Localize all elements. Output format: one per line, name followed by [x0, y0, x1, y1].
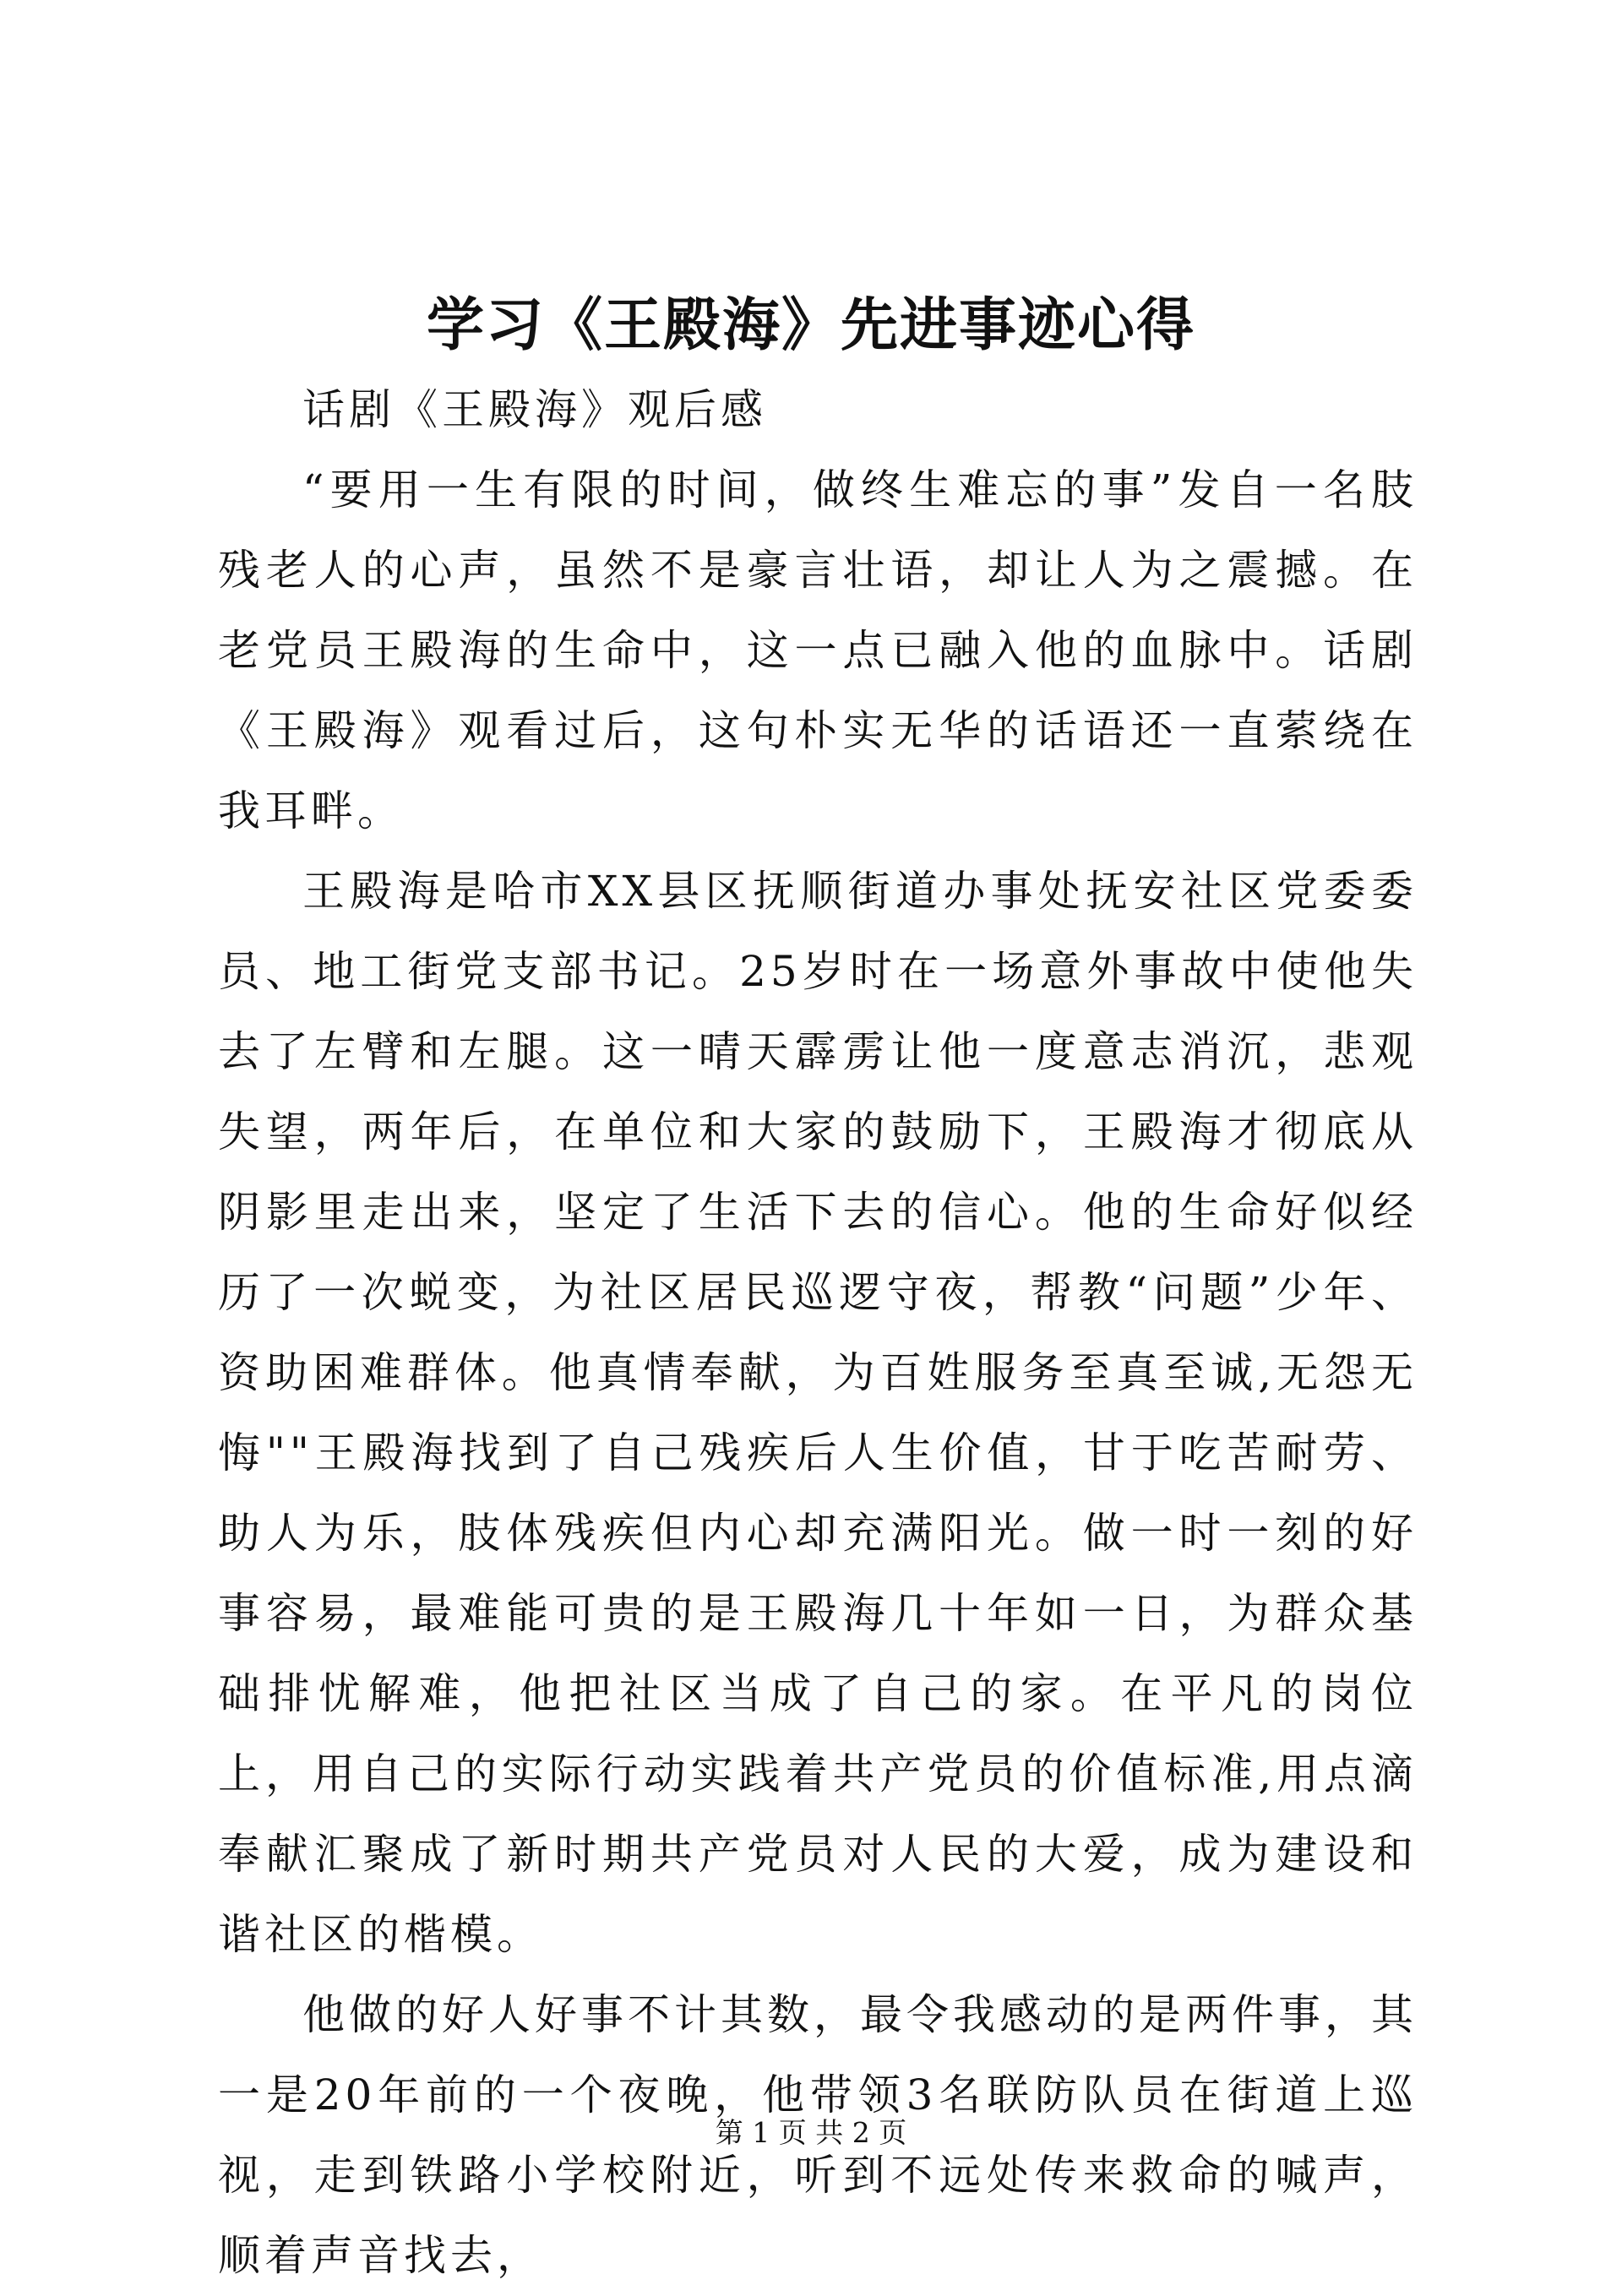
- body-paragraph-3: 他做的好人好事不计其数，最令我感动的是两件事，其一是20年前的一个夜晚，他带领3名联防队员在街道上巡视，走到铁路小学校附近，听到不远处传来救命的喊声，顺着声音找去，: [218, 1990, 1418, 2280]
- body-paragraph-2: 王殿海是哈市XX县区抚顺街道办事处抚安社区党委委员、地工街党支部书记。25岁时在一场意外事故中使他失去了左臂和左腿。这一晴天霹雳让他一度意志消沉，悲观失望，两年后，在单位和大家的鼓励下，王殿海才彻底从阴影里走出来，坚定了生活下去的信心。他的生命好似经历了一次蜕变，为社区居民巡逻守夜，帮教“问题”少年、资助困难群体。他真情奉献，为百姓服务至真至诚,无怨无悔""王殿海找到了自己残疾后人生价值，甘于吃苦耐劳、助人为乐，肢体残疾但内心却充满阳光。做一时一刻的好事容易，最难能可贵的是王殿海几十年如一日，为群众基础排忧解难，他把社区当成了自己的家。在平凡的岗位上，用自己的实际行动实践着共产党员的价值标准,用点滴奉献汇聚成了新时期共产党员对人民的大爱，成为建设和谐社区的楷模。: [218, 867, 1418, 1959]
- document-body: [218, 370, 1418, 2296]
- subtitle-paragraph: 话剧《王殿海》观后感: [302, 385, 767, 434]
- page-footer: [0, 2112, 1622, 2154]
- page-number: 第 1 页 共 2 页: [715, 2116, 907, 2149]
- document-title: 学习《王殿海》先进事迹心得: [426, 291, 1195, 359]
- body-paragraph-1: “要用一生有限的时间，做终生难忘的事”发自一名肢残老人的心声，虽然不是豪言壮语，却让人为之震撼。在老党员王殿海的生命中，这一点已融入他的血脉中。话剧《王殿海》观看过后，这句朴实无华的话语还一直萦绕在我耳畔。: [218, 465, 1418, 835]
